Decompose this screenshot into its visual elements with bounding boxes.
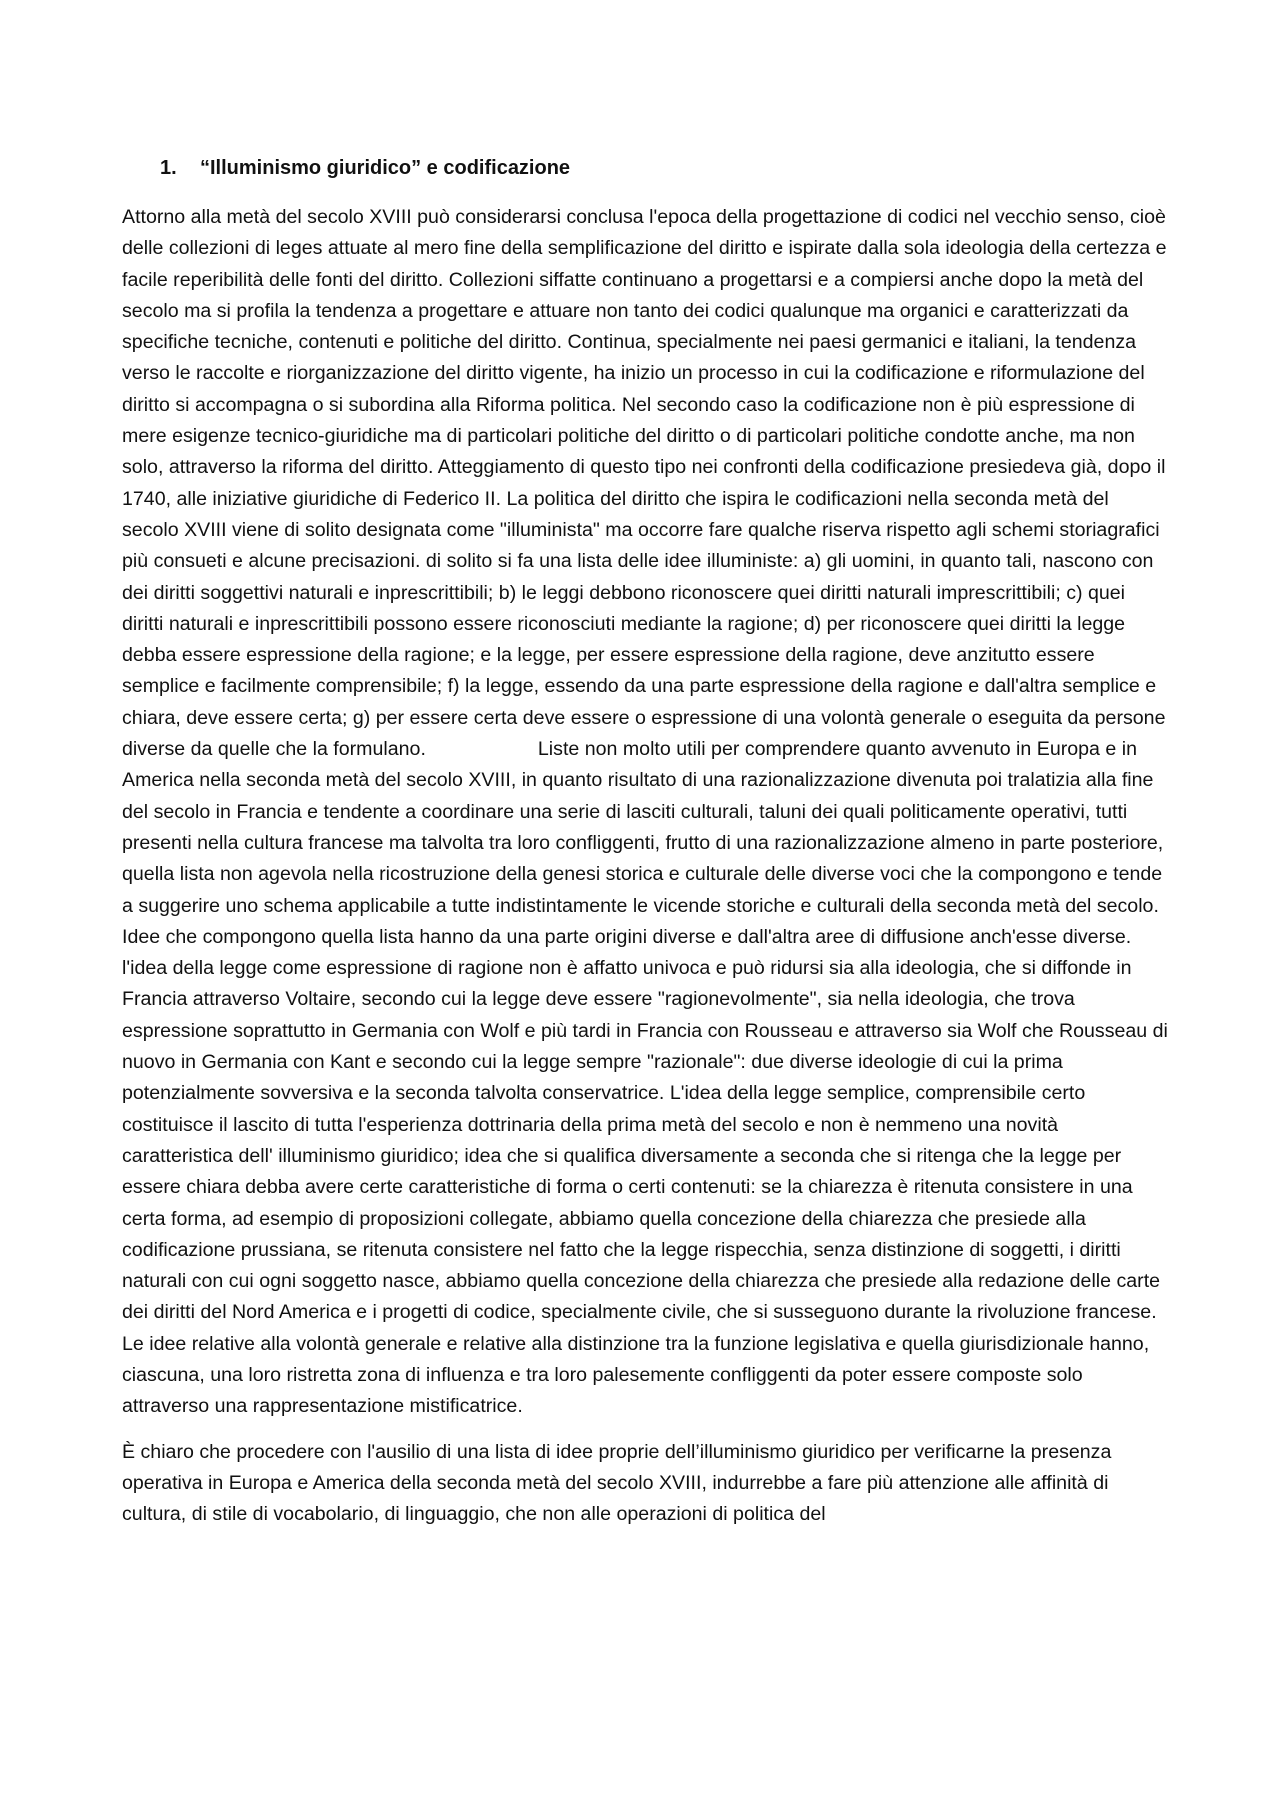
section-number: 1. bbox=[160, 157, 177, 179]
paragraph-1-part-2: Liste non molto utili per comprendere quanto avvenuto in Europa e in America nella seconda metà del secolo XVIII, in quanto risultato di una razionalizzazione divenuta poi tralatizia alla fine del secolo in Francia e tendente a coordinare una serie di lasciti culturali, taluni dei quali politicamente operativi, tutti presenti nella cultura francese ma talvolta tra loro confliggenti, frutto di una razionalizzazione almeno in parte posteriore, quella lista non agevola nella ricostruzione della genesi storica e culturale delle diverse voci che la compongono e tende a suggerire uno schema applicabile a tutte indistintamente le vicende storiche e culturali della seconda metà del secolo. Idee che compongono quella lista hanno da una parte origini diverse e dall'altra aree di diffusione anch'esse diverse. l'idea della legge come espressione di ragione non è affatto univoca e può ridursi sia alla ideologia, che si diffonde in Francia attraverso Voltaire, secondo cui la legge deve essere "ragionevolmente", sia nella ideologia, che trova espressione soprattutto in Germania con Wolf e più tardi in Francia con Rousseau e attraverso sia Wolf che Rousseau di nuovo in Germania con Kant e secondo cui la legge sempre "razionale": due diverse ideologie di cui la prima potenzialmente sovversiva e la seconda talvolta conservatrice. L'idea della legge semplice, comprensibile certo costituisce il lascito di tutta l'esperienza dottrinaria della prima metà del secolo e non è nemmeno una novità caratteristica dell' illuminismo giuridico; idea che si qualifica diversamente a seconda che si ritenga che la legge per essere chiara debba avere certe caratteristiche di forma o certi contenuti: se la chiarezza è ritenuta consistere in una certa forma, ad esempio di proposizioni collegate, abbiamo quella concezione della chiarezza che presiede alla codificazione prussiana, se ritenuta consistere nel fatto che la legge rispecchia, senza distinzione di soggetti, i diritti naturali con cui ogni soggetto nasce, abbiamo quella concezione della chiarezza che presiede alla redazione delle carte dei diritti del Nord America e i progetti di codice, specialmente civile, che si susseguono durante la rivoluzione francese. Le idee relative alla volontà generale e relative alla distinzione tra la funzione legislativa e quella giurisdizionale hanno, ciascuna, una loro ristretta zona di influenza e tra loro palesemente confliggenti da poter essere composte solo attraverso una rappresentazione mistificatrice. bbox=[122, 738, 1168, 1418]
paragraph-1 bbox=[122, 202, 1168, 1423]
document-page bbox=[122, 152, 1168, 1544]
paragraph-2: È chiaro che procedere con l'ausilio di una lista di idee proprie dell’illuminismo giuridico per verificarne la presenza operativa in Europa e America della seconda metà del secolo XVIII, indurrebbe a fare più attenzione alle affinità di cultura, di stile di vocabolario, di linguaggio, che non alle operazioni di politica del bbox=[122, 1440, 1112, 1526]
paragraph-1-part-1: Attorno alla metà del secolo XVIII può considerarsi conclusa l'epoca della progettazione di codici nel vecchio senso, cioè delle collezioni di leges attuate al mero fine della semplificazione del diritto e ispirate dalla sola ideologia della certezza e facile reperibilità delle fonti del diritto. Collezioni siffatte continuano a progettarsi e a compiersi anche dopo la metà del secolo ma si profila la tendenza a progettare e attuare non tanto dei codici qualunque ma organici e caratterizzati da specifiche tecniche, contenuti e politiche del diritto. Continua, specialmente nei paesi germanici e italiani, la tendenza verso le raccolte e riorganizzazione del diritto vigente, ha inizio un processo in cui la codificazione e riformulazione del diritto si accompagna o si subordina alla Riforma politica. Nel secondo caso la codificazione non è più espressione di mere esigenze tecnico-giuridiche ma di particolari politiche del diritto o di particolari politiche condotte anche, ma non solo, attraverso la riforma del diritto. Atteggiamento di questo tipo nei confronti della codificazione presiedeva già, dopo il 1740, alle iniziative giuridiche di Federico II. La politica del diritto che ispira le codificazioni nella seconda metà del secolo XVIII viene di solito designata come "illuminista" ma occorre fare qualche riserva rispetto agli schemi storiagrafici più consueti e alcune precisazioni. di solito si fa una lista delle idee illuministe: a) gli uomini, in quanto tali, nascono con dei diritti soggettivi naturali e inprescrittibili; b) le leggi debbono riconoscere quei diritti naturali imprescrittibili; c) quei diritti naturali e inprescrittibili possono essere riconosciuti mediante la ragione; d) per riconoscere quei diritti la legge debba essere espressione della ragione; e la legge, per essere espressione della ragione, deve anzitutto essere semplice e facilmente comprensibile; f) la legge, essendo da una parte espressione della ragione e dall'altra semplice e chiara, deve essere certa; g) per essere certa deve essere o espressione di una volontà generale o eseguita da persone diverse da quelle che la formulano. bbox=[122, 206, 1167, 761]
section-heading bbox=[160, 152, 1168, 184]
section-title: “Illuminismo giuridico” e codificazione bbox=[200, 157, 571, 179]
